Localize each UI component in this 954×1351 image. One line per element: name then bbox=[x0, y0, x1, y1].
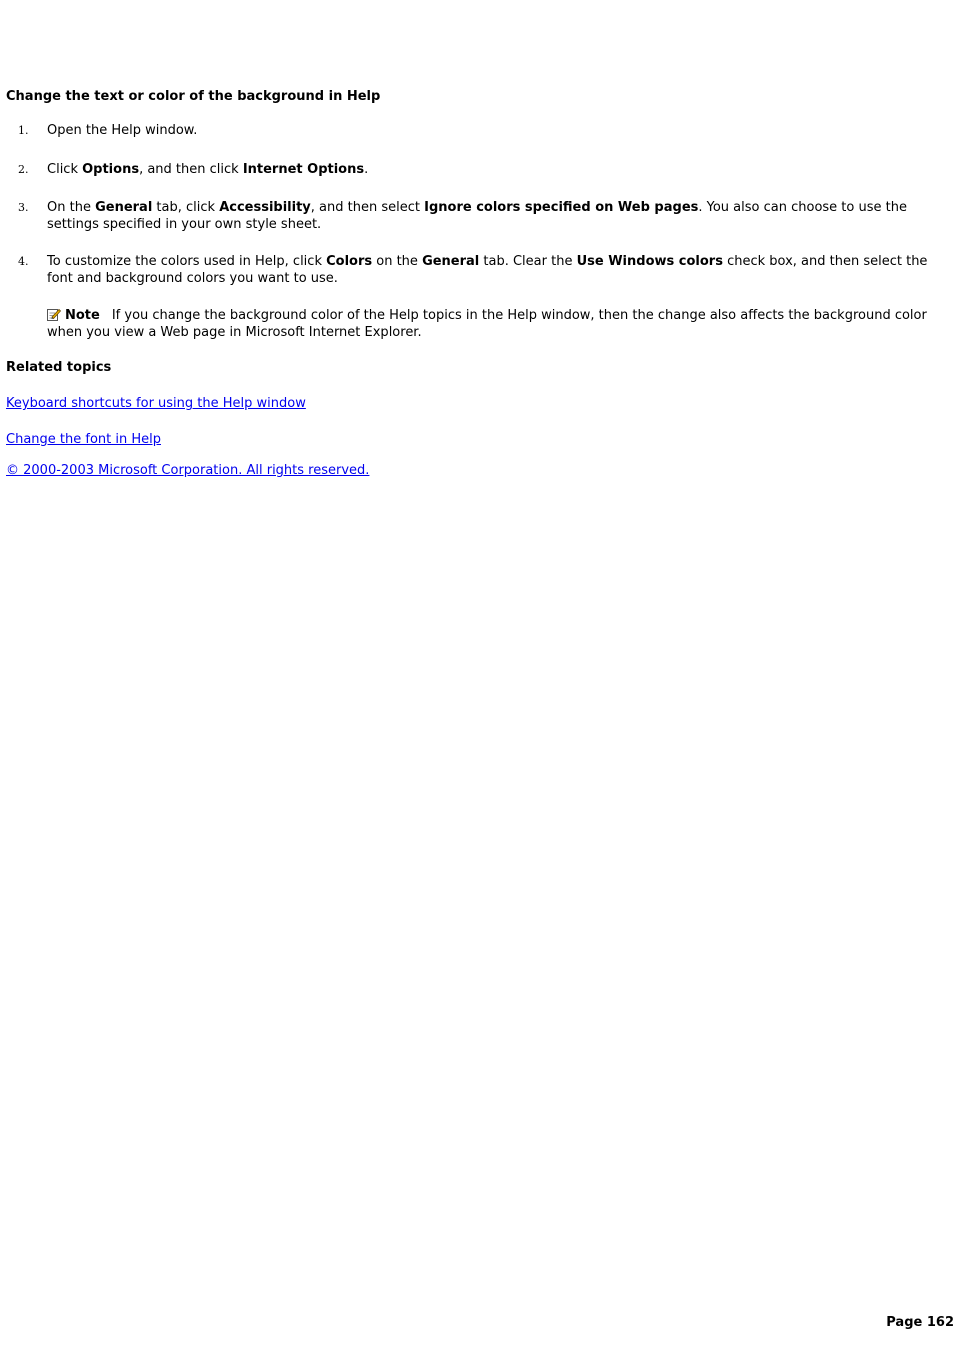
step-text-part: on the bbox=[372, 254, 423, 269]
step-text bbox=[47, 122, 947, 139]
page-number: Page 162 bbox=[886, 1315, 954, 1330]
step-text-part: Click bbox=[47, 162, 83, 177]
step-text bbox=[47, 161, 947, 178]
step-text-part: check box, and then select the font and background colors you want to use. bbox=[47, 254, 928, 286]
ui-term: Internet Options bbox=[242, 162, 365, 177]
ui-term: Accessibility bbox=[219, 200, 311, 215]
step-text-part: To customize the colors used in Help, click bbox=[47, 254, 327, 269]
related-topics-heading: Related topics bbox=[6, 360, 112, 375]
step-text bbox=[47, 253, 947, 287]
step-text-part: Open the Help window. bbox=[47, 123, 198, 138]
note-text: If you change the background color of the Help topics in the Help window, then the change also affects the background color when you view a Web page in Microsoft Internet Explorer. bbox=[47, 308, 927, 340]
step-text-part: tab. Clear the bbox=[479, 254, 577, 269]
ui-term: Colors bbox=[326, 254, 373, 269]
step-text-part: tab, click bbox=[152, 200, 220, 215]
change-font-link[interactable]: Change the font in Help bbox=[6, 432, 161, 447]
note-label: Note bbox=[65, 308, 100, 323]
step-number: 1. bbox=[18, 124, 29, 137]
step-number: 3. bbox=[18, 201, 29, 214]
note-pencil-icon bbox=[47, 308, 61, 321]
ui-term: General bbox=[422, 254, 480, 269]
ui-term: General bbox=[95, 200, 153, 215]
step-text-part: . bbox=[364, 162, 369, 177]
ui-term: Use Windows colors bbox=[576, 254, 723, 269]
step-text-part: , and then click bbox=[139, 162, 243, 177]
keyboard-shortcuts-link[interactable]: Keyboard shortcuts for using the Help window bbox=[6, 396, 306, 411]
step-number: 4. bbox=[18, 255, 29, 268]
ui-term: Ignore colors specified on Web pages bbox=[424, 200, 699, 215]
ui-term: Options bbox=[82, 162, 140, 177]
page-title: Change the text or color of the background in Help bbox=[6, 89, 381, 104]
step-text-part: , and then select bbox=[310, 200, 425, 215]
step-text-part: . You also can choose to use the settings specified in your own style sheet. bbox=[47, 200, 907, 232]
note-block bbox=[47, 307, 947, 341]
copyright-link[interactable]: © 2000-2003 Microsoft Corporation. All rights reserved. bbox=[6, 463, 370, 478]
step-text bbox=[47, 199, 947, 233]
step-text-part: On the bbox=[47, 200, 96, 215]
step-number: 2. bbox=[18, 163, 29, 176]
